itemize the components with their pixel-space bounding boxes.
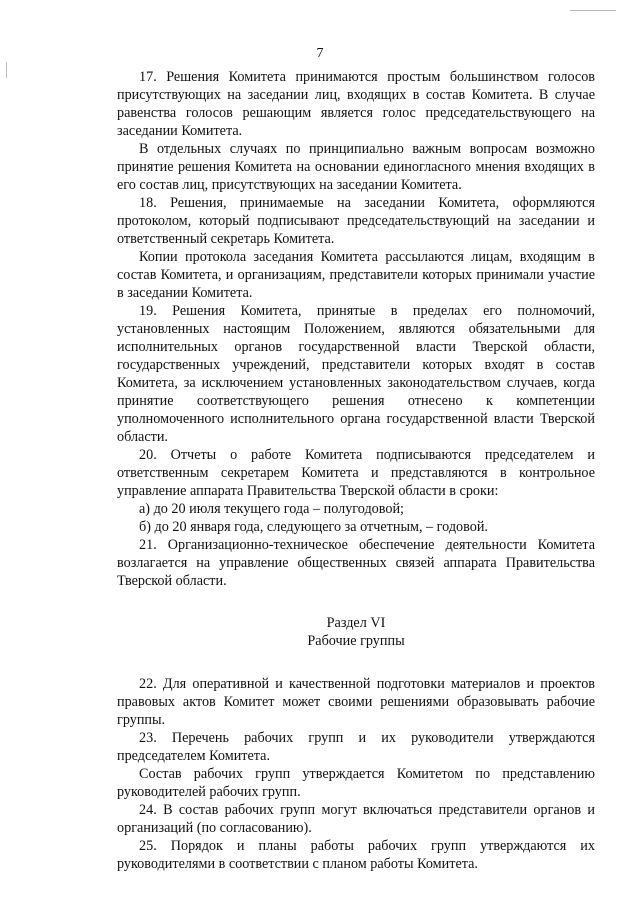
- scan-artifact-top-right: [570, 10, 616, 11]
- paragraph-21: 21. Организационно-техническое обеспечение деятельности Комитета возлагается на управление общественных связей аппарата Правительства Тверской области.: [117, 537, 595, 589]
- document-body: [117, 68, 595, 873]
- paragraph-23-composition: Состав рабочих групп утверждается Комитетом по представлению руководителей рабочих групп.: [117, 766, 595, 800]
- paragraph-18: 18. Решения, принимаемые на заседании Комитета, оформляются протоколом, который подписывают председательствующий на заседании и ответственный секретарь Комитета.: [117, 195, 595, 247]
- paragraph-17: 17. Решения Комитета принимаются простым большинством голосов присутствующих на заседании лиц, входящих в состав Комитета. В случае равенства голосов решающим является голос председательствующего на заседании Комитета.: [117, 69, 595, 139]
- scan-artifact-left-mark: [6, 62, 7, 78]
- paragraph-22: 22. Для оперативной и качественной подготовки материалов и проектов правовых актов Комитет может своими решениями образовывать рабочие группы.: [117, 676, 595, 728]
- paragraph-20-item-a: а) до 20 июля текущего года – полугодовой;: [139, 501, 404, 517]
- paragraph-23: 23. Перечень рабочих групп и их руководители утверждаются председателем Комитета.: [117, 730, 595, 764]
- section-number: Раздел VI: [326, 615, 386, 631]
- paragraph-25: 25. Порядок и планы работы рабочих групп утверждаются их руководителями в соответствии с планом работы Комитета.: [117, 838, 595, 872]
- section-title: Рабочие группы: [307, 633, 405, 649]
- section-heading: [117, 614, 595, 650]
- paragraph-17-special-cases: В отдельных случаях по принципиально важным вопросам возможно принятие решения Комитета на основании единогласного мнения входящих в его состав лиц, присутствующих на заседании Комитета.: [117, 141, 595, 193]
- paragraph-20: 20. Отчеты о работе Комитета подписываются председателем и ответственным секретарем Комитета и представляются в контрольное управление аппарата Правительства Тверской области в сроки:: [117, 447, 595, 499]
- paragraph-24: 24. В состав рабочих групп могут включаться представители органов и организаций (по согласованию).: [117, 802, 595, 836]
- paragraph-20-item-b: б) до 20 января года, следующего за отчетным, – годовой.: [139, 519, 488, 535]
- paragraph-19: 19. Решения Комитета, принятые в пределах его полномочий, установленных настоящим Положением, являются обязательными для исполнительных органов государственной власти Тверской области, государственных учреждений, представители которых входят в состав Комитета, за исключением установленных законодательством случаев, когда принятие соответствующего решения отнесено к компетенции уполномоченного исполнительного органа государственной власти Тверской области.: [117, 303, 595, 445]
- page-number: 7: [316, 46, 324, 61]
- paragraph-18-protocol-copies: Копии протокола заседания Комитета рассылаются лицам, входящим в состав Комитета, и организациям, представители которых принимали участие в заседании Комитета.: [117, 249, 595, 301]
